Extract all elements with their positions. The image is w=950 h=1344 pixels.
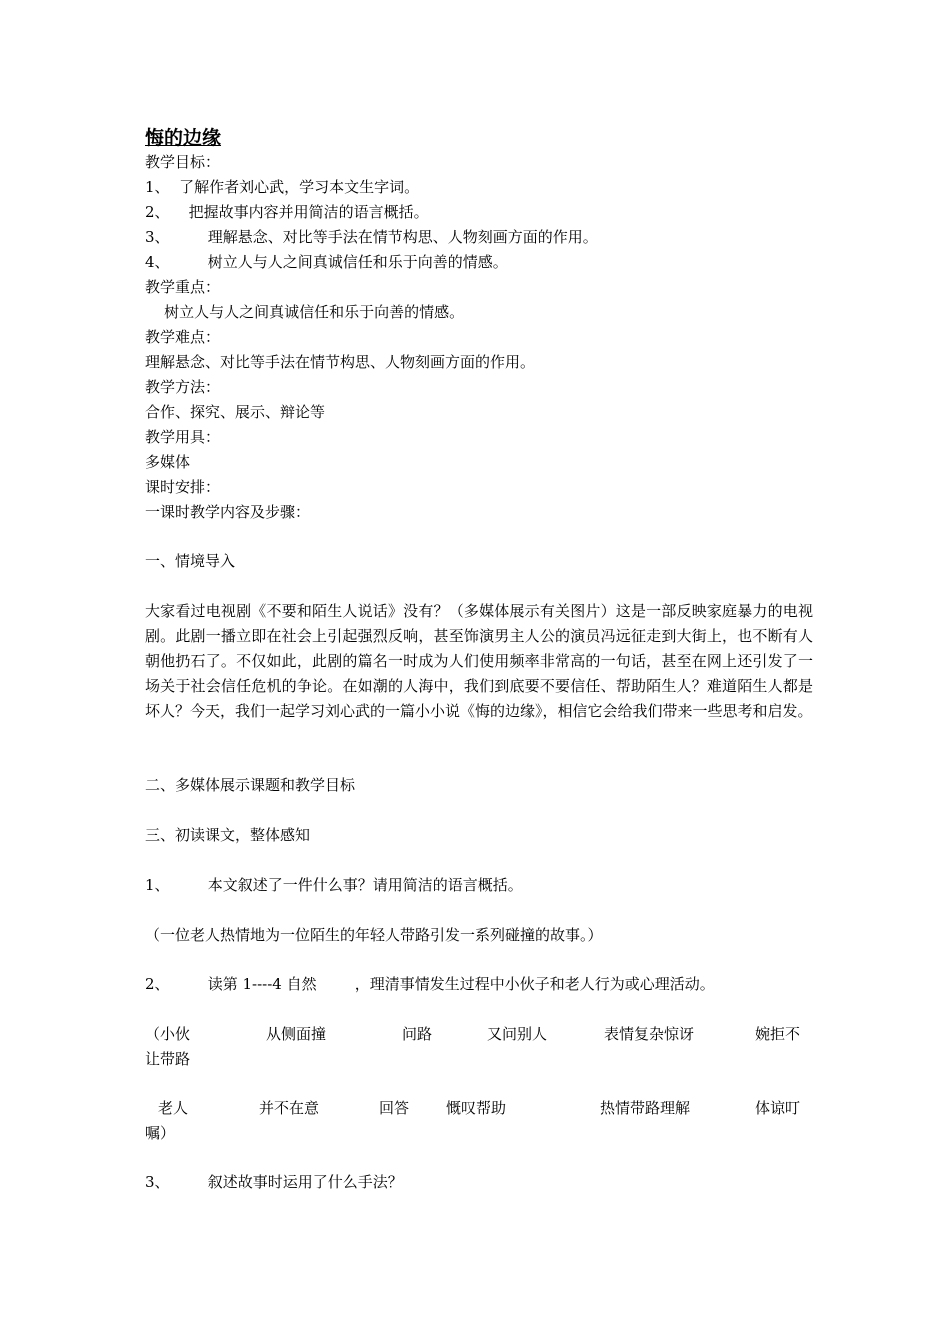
question-1: 1、 本文叙述了一件什么事？请用简洁的语言概括。	[145, 876, 523, 894]
section-heading-1: 一、情境导入	[145, 552, 236, 570]
table-cell: 慨叹帮助	[446, 1099, 507, 1117]
table-cell-wrap: 嘱）	[145, 1124, 176, 1142]
table-cell: 热情带路理解	[600, 1099, 691, 1117]
difficulty-text: 理解悬念、对比等手法在情节构思、人物刻画方面的作用。	[145, 353, 536, 371]
table-cell: （小伙	[145, 1025, 191, 1043]
table-cell: 从侧面撞	[266, 1025, 327, 1043]
table-cell: 问路	[402, 1025, 433, 1043]
answer-1: （一位老人热情地为一位陌生的年轻人带路引发一系列碰撞的故事。）	[145, 926, 603, 944]
objective-item: 1、 了解作者刘心武，学习本文生字词。	[145, 178, 420, 196]
question-3: 3、 叙述故事时运用了什么手法？	[145, 1173, 403, 1191]
method-text: 合作、探究、展示、辩论等	[145, 403, 326, 421]
objective-item: 2、 把握故事内容并用简洁的语言概括。	[145, 203, 429, 221]
schedule-heading: 课时安排：	[145, 478, 221, 496]
objective-item: 4、 树立人与人之间真诚信任和乐于向善的情感。	[145, 253, 508, 271]
table-cell: 又问别人	[487, 1025, 548, 1043]
table-cell: 并不在意	[259, 1099, 320, 1117]
document-title: 悔的边缘	[145, 127, 222, 149]
objectives-heading: 教学目标：	[145, 153, 221, 171]
tools-text: 多媒体	[145, 453, 191, 471]
table-cell: 体谅叮	[755, 1099, 801, 1117]
table-cell-wrap: 让带路	[145, 1050, 191, 1068]
intro-paragraph: 大家看过电视剧《不要和陌生人说话》没有？（多媒体展示有关图片）这是一部反映家庭暴力的电视剧。此剧一播立即在社会上引起强烈反响，甚至饰演男主人公的演员冯远征走到大街上，也不断有人朝他扔石了。不仅如此，此剧的篇名一时成为人们使用频率非常高的一句话，甚至在网上还引发了一场关于社会信任危机的争论。在如潮的人海中，我们到底要不要信任、帮助陌生人？难道陌生人都是坏人？今天，我们一起学习刘心武的一篇小小说《悔的边缘》，相信它会给我们带来一些思考和启发。	[145, 602, 813, 720]
schedule-text: 一课时教学内容及步骤：	[145, 503, 311, 521]
table-cell: 表情复杂惊讶	[604, 1025, 695, 1043]
table-cell: 婉拒不	[755, 1025, 801, 1043]
key-text: 树立人与人之间真诚信任和乐于向善的情感。	[145, 303, 465, 321]
section-heading-2: 二、多媒体展示课题和教学目标	[145, 776, 356, 794]
method-heading: 教学方法：	[145, 378, 221, 396]
table-cell: 老人	[158, 1099, 189, 1117]
table-cell: 回答	[379, 1099, 410, 1117]
tools-heading: 教学用具：	[145, 428, 221, 446]
objective-item: 3、 理解悬念、对比等手法在情节构思、人物刻画方面的作用。	[145, 228, 598, 246]
key-heading: 教学重点：	[145, 278, 221, 296]
question-2: 2、 读第 1----4 自然 ，理清事情发生过程中小伙子和老人行为或心理活动。	[145, 975, 715, 993]
difficulty-heading: 教学难点：	[145, 328, 221, 346]
section-heading-3: 三、初读课文，整体感知	[145, 826, 311, 844]
